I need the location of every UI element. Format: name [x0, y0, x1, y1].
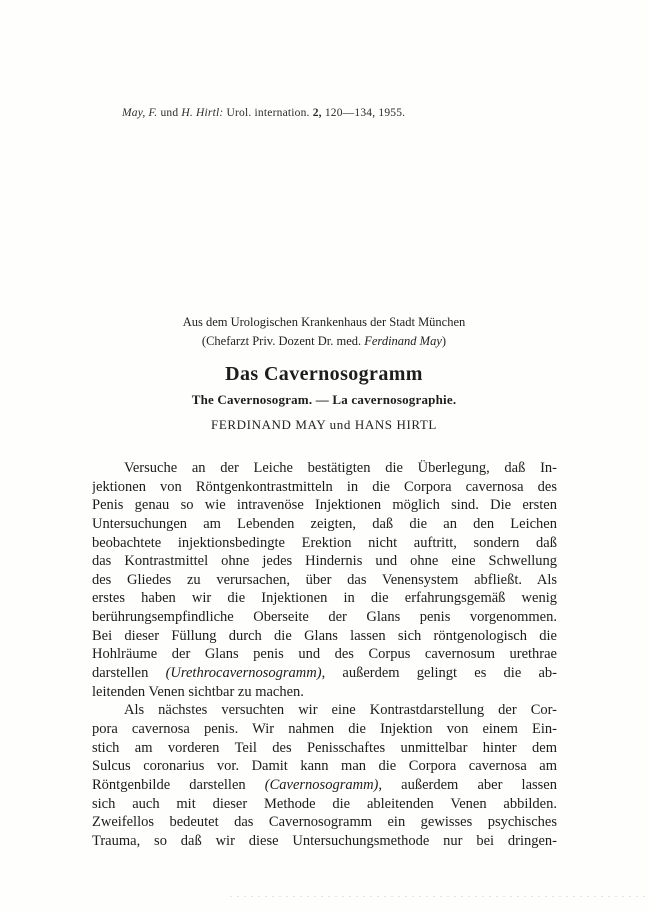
- text-segment: beobachtete injektionsbedingte Erektion nicht auftritt, sondern daß: [92, 534, 557, 551]
- text-segment: Ferdinand May: [364, 334, 442, 348]
- article-title: Das Cavernosogramm: [225, 363, 423, 385]
- text-line: [92, 515, 557, 534]
- text-line: [92, 813, 557, 832]
- affiliation-line-2: [0, 332, 648, 351]
- text-segment: , außerdem gelingt es die ab-: [321, 665, 557, 682]
- text-segment: (Cavernosogramm): [264, 776, 379, 793]
- paragraph: [92, 701, 557, 850]
- text-segment: stich am vorderen Teil des Penisschaftes unmittelbar hinter dem: [92, 739, 557, 756]
- text-segment: (Urethrocavernosogramm): [165, 665, 322, 682]
- text-segment: Zweifellos bedeutet das Cavernosogramm ein gewisses psychisches: [92, 814, 557, 831]
- journal-citation: [122, 107, 405, 119]
- text-segment: Sulcus coronarius vor. Damit kann man die Corpora cavernosa am: [92, 758, 557, 775]
- text-segment: 120—134, 1955.: [321, 107, 406, 119]
- text-segment: Untersuchungen am Lebenden zeigten, daß die an den Leichen: [92, 515, 557, 532]
- text-segment: , außerdem aber lassen: [378, 776, 557, 793]
- text-segment: May, F.: [122, 107, 158, 119]
- text-segment: H. Hirtl:: [181, 107, 224, 119]
- text-line: [92, 720, 557, 739]
- text-segment: Urol. internation.: [223, 107, 313, 119]
- text-line: [92, 701, 557, 720]
- text-segment: Als nächstes versuchten wir eine Kontrastdarstellung der Cor-: [124, 702, 557, 719]
- text-segment: 2,: [312, 107, 322, 119]
- text-line: [92, 459, 557, 478]
- text-segment: pora cavernosa penis. Wir nahmen die Injektion von einem Ein-: [92, 720, 557, 737]
- text-line: [92, 608, 557, 627]
- text-line: [92, 496, 557, 515]
- text-line: [92, 776, 557, 795]
- text-segment: Versuche an der Leiche bestätigten die Überlegung, daß In-: [124, 460, 557, 476]
- text-line: [92, 571, 557, 590]
- text-segment: des Gliedes zu verursachen, über das Venensystem abfließt. Als: [92, 571, 557, 588]
- text-segment: Röntgenbilde darstellen: [92, 776, 265, 793]
- affiliation-block: [0, 313, 648, 351]
- text-line: [92, 478, 557, 497]
- text-line: [92, 832, 557, 851]
- text-line: [92, 627, 557, 646]
- text-segment: leitenden Venen sichtbar zu machen.: [92, 683, 304, 700]
- authors-line: FERDINAND MAY und HANS HIRTL: [211, 417, 437, 432]
- paragraph: [92, 459, 557, 701]
- text-segment: erstes haben wir die Injektionen in die erfahrungsgemäß wenig: [92, 590, 557, 607]
- affiliation-line-1: Aus dem Urologischen Krankenhaus der Stadt München: [182, 315, 466, 329]
- text-segment: sich auch mit dieser Methode die ableitenden Venen abbilden.: [92, 795, 557, 812]
- text-segment: und: [157, 107, 182, 119]
- text-segment: darstellen: [92, 665, 166, 682]
- text-line: [92, 739, 557, 758]
- text-segment: Trauma, so daß wir diese Untersuchungsmethode nur bei dringen-: [92, 832, 557, 849]
- text-line: [92, 534, 557, 553]
- text-line: [92, 795, 557, 814]
- article-body: [92, 459, 557, 850]
- text-segment: Penis genau so wie intravenöse Injektionen möglich sind. Die ersten: [92, 497, 557, 514]
- text-segment: jektionen von Röntgenkontrastmitteln in die Corpora cavernosa des: [92, 478, 557, 495]
- text-segment: (Chefarzt Priv. Dozent Dr. med.: [201, 334, 365, 348]
- text-segment: ): [441, 334, 447, 348]
- text-line: [92, 645, 557, 664]
- text-segment: Hohlräume der Glans penis und des Corpus cavernosum urethrae: [92, 646, 557, 663]
- text-line: [92, 683, 557, 702]
- text-segment: Bei dieser Füllung durch die Glans lassen sich röntgenologisch die: [92, 627, 557, 644]
- text-line: [92, 664, 557, 683]
- text-line: [92, 757, 557, 776]
- scan-artifact-line: [230, 896, 648, 897]
- text-segment: berührungsempfindliche Oberseite der Glans penis vorgenommen.: [92, 609, 557, 626]
- text-segment: das Kontrastmittel ohne jedes Hindernis und ohne eine Schwellung: [92, 553, 557, 570]
- article-subtitle: The Cavernosogram. — La cavernosographie.: [191, 392, 457, 407]
- text-line: [92, 589, 557, 608]
- text-line: [92, 552, 557, 571]
